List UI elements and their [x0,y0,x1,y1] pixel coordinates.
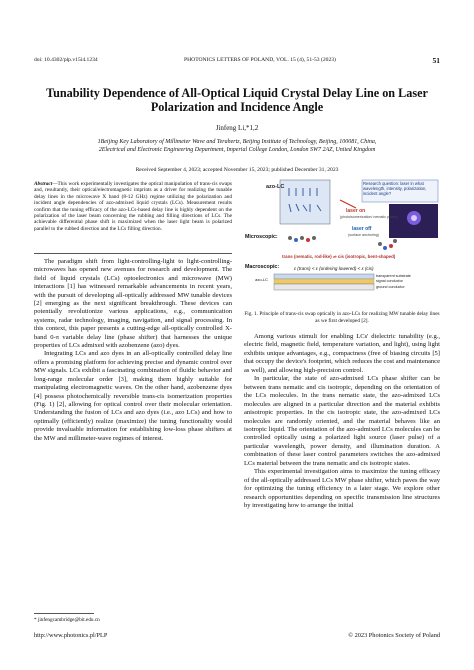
laser-on-label: laser on [346,208,366,214]
laser-off-sub: (surface anchoring) [348,233,379,237]
substrate-label: transparent substrate [376,274,411,278]
footer-url[interactable]: http://www.photonics.pl/PLP [34,632,108,639]
azo-lc-bottom-label: azo-LC [255,277,268,282]
right-column [244,333,440,511]
page-number: 51 [432,56,440,65]
microscopic-label: Microscopic: [245,234,278,240]
footnote-divider [34,613,94,614]
abstract-text: —This work experimentally investigates the optical manipulation of trans-cis swaps and, resultantly, their optical/electromagnetic imprints as a driver for realizing the tunable delay lines in the microwave X band (8-12 GHz) regime utilizing the polarization and incident angle dependencies of azo-admixed liquid crystals (LCs). Measurement results confirm that the tuning efficacy of the azo-LCs-based delay line is highly dependent on the polarization of the laser beam concerning the rubbing and filling directions of LCs. The achievable differential phase shift is maximized when the laser light beam is polarized parallel to the rubbed direction and the LCs filling direction. [34,181,232,232]
paragraph: In particular, the state of azo-admixed LCs phase shifter can be between trans nematic and cis isotropic, depending on the orientation of the LCs molecules. In the trans nematic state, the azo-admixed LCs molecules are aligned in a particular direction and the material exhibits anisotropic properties. In the cis isotropic state, the azo-admixed LCs molecules are randomly oriented, and the material behaves like an isotropic liquid. The orientation of the azo-admixed LCs molecules can be controlled optically using a polarized light source (laser pulse) of a particular wavelength, power density, and illumination duration. A combination of these laser control parameters switches the azo-admixed LCs material between the trans nematic and cis isotropic states. [244,375,440,467]
left-column [34,258,232,443]
abstract-divider [34,253,232,254]
lc-cell-top [280,180,330,224]
label-azo-lc: azo-LC [266,184,285,190]
footnote-email: * jinfengcambridge@bit.edu.cn [34,617,100,623]
macroscopic-label: Macroscopic: [245,264,280,270]
signal-label: signal conductor [376,279,403,283]
figure-1-diagram [244,178,440,308]
ground-conductor-layer [274,284,374,290]
paragraph: The paradigm shift from light-controlling-light to light-controlling-microwaves has opened new avenues for research and development. The field of liquid crystals (LCs) optoelectronics and microwave (MW) interactions [1] has witnessed remarkable advancements in recent years, with the pursuit of developing all-optically addressed MW tunable devices [2] emerging as the next significant breakthrough. These devices can potentially revolutionize various applications, e.g., communication systems, radar technology, imaging, navigation, and signal processing. In this context, this paper presents a cutting-edge all-optically controlled X-band 0-π variable delay line (phase shifter) that harnesses the unique properties of LCs admixed with azobenzene (azo) dyes. [34,258,232,350]
ground-label: ground conductor [376,285,405,289]
figure-1 [244,178,440,308]
figure-caption: Fig. 1. Principle of trans-cis swap optically in azo-LCs for realizing MW tunable delay lines as we first developed [2]. [244,311,440,324]
trans-cis-label: trans (nematic, rod-like) ⇌ cis (isotropic, bent-shaped) [282,254,396,259]
affiliation-1: 1Beijing Key Laboratory of Millimeter Wave and Terahertz, Beijing Institute of Technology, Beijing, 100081, China, [97,139,377,145]
footer-copyright: © 2023 Photonics Society of Poland [348,632,440,639]
affiliation-2: 2Electrical and Electronic Engineering Department, Imperial College London, London SW7 2AZ, United Kingdom [98,147,376,153]
paragraph: This experimental investigation aims to maximize the tuning efficacy of the all-optically addressed LCs MW phase shifter, which paves the way for optimizing the tuning efficiency in a later stage. We explore other research opportunities depending on specific transmission line structures by investigating how to arrange the initial [244,468,440,510]
paragraph: Integrating LCs and azo dyes in an all-optically controlled delay line offers a promising platform for achieving precise and dynamic control over MW signals. LCs exhibit a fascinating combination of fluidic behavior and long-range molecular order [3], making them highly suitable for manipulating electromagnetic waves. On the other hand, azobenzene dyes [4] possess photochemically reversible trans-cis isomerization properties (Fig. 1) [2], allowing for optical control over their molecular orientation. Understanding the fusion of LCs and azo dyes (i.e., azo LCs) and how to optimally (efficiently) realize (maximize) the tuning functionality would provide invaluable information for establishing low-loss phase shifters at the MW and millimeter-wave regimes of interest. [34,350,232,442]
paper-title: Tunability Dependence of All-Optical Liquid Crystal Delay Line on Laser Polarization and Incidence Angle [46,86,428,114]
running-header [34,57,440,67]
laser-on-sub: (photoisomerization/ nematic phase) [340,215,398,219]
signal-conductor-layer [274,279,374,284]
author: Jinfeng Li,*1,2 [215,124,259,132]
laser-off-label: laser off [352,226,372,232]
substrate-layer [274,274,374,279]
abstract-label: Abstract [34,181,53,187]
abstract [34,181,232,232]
publication-dates: Received September 4, 2023; accepted November 15, 2023; published December 31, 2023 [135,167,339,173]
research-question: Research question: laser in what wavelength, intensity, polarization, incident angle? [363,181,427,196]
epsilon-relation: ε (trans) < ε (ordering lowered) < ε (cis) [294,266,374,271]
journal-name: PHOTONICS LETTERS OF POLAND, VOL. 15 (4), 51-53 (2023) [184,57,336,63]
doi-text: doi: 10.4302/plp.v15i4.1234 [34,57,98,63]
paragraph: Among various stimuli for enabling LCs' dielectric tunability (e.g., electric field, magnetic field, temperature variation, and light), using light exhibits unique advantages, e.g., compactness (free of biasing circuits [5] that occupy the device's footprint, which reduces the cost and maintenance as well), and allowing high-precision control. [244,333,440,374]
